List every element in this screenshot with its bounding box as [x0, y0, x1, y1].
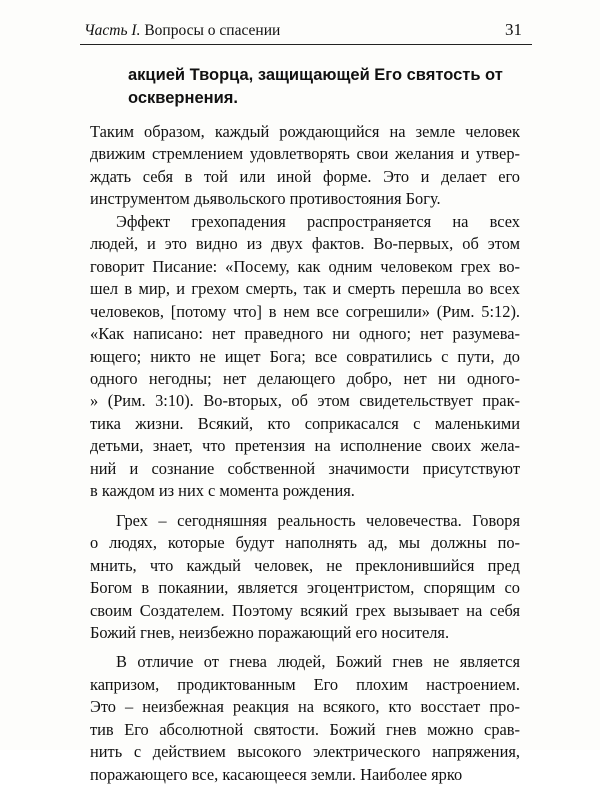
text-line: тив Его абсолютной святости. Божий гнев можно срав-	[90, 719, 520, 739]
text-line: нить с действием высокого электрического напряжения,	[90, 742, 520, 762]
text-line: Таким образом, каждый рождающийся на земле человек	[90, 122, 520, 141]
text-line: поражающего все, касающееся земли. Наиболее ярко	[90, 764, 463, 784]
header-rule	[80, 44, 532, 45]
section-title: Вопросы о спасении	[144, 22, 281, 39]
text-line: шел в мир, и грехом смерть, так и смерть перешла во всех	[90, 279, 520, 299]
running-header	[84, 20, 528, 44]
text-line: Богом в покаянии, является эгоцентристом, спорящим со	[90, 578, 520, 598]
text-line: своим Создателем. Поэтому всякий грех вызывает на себя	[90, 600, 520, 620]
text-line: о людях, которые будут наполнять ад, мы должны по-	[90, 533, 520, 553]
text-line: мнить, что каждый человек, не преклонившийся пред	[90, 555, 520, 575]
text-line: » (Рим. 3:10). Во-вторых, об этом свидетельствует прак-	[90, 391, 520, 411]
text-line: говорит Писание: «Посему, как одним человеком грех во-	[90, 256, 520, 276]
bold-quote	[128, 64, 518, 110]
text-line: капризом, продиктованным Его плохим настроением.	[90, 674, 520, 694]
text-line: ющего; никто не ищет Бога; все совратились с пути, до	[90, 346, 520, 366]
paragraph	[90, 510, 520, 645]
header-section	[84, 22, 280, 40]
text-line: движим стремлением удовлетворять свои желания и утвер-	[90, 144, 520, 164]
text-line: в каждом из них с момента рождения.	[90, 481, 355, 501]
text-line: Грех – сегодняшняя реальность человечества. Говоря	[116, 510, 520, 530]
paragraph-gap	[90, 644, 520, 651]
paragraph	[90, 121, 520, 211]
page-number: 31	[505, 20, 522, 39]
text-line: В отличие от гнева людей, Божий гнев не является	[116, 652, 520, 672]
quote-line: акцией Творца, защищающей Его святость от	[128, 66, 503, 84]
paragraph	[90, 651, 520, 786]
text-line: детьми, знает, что претензия на исполнение своих жела-	[90, 436, 520, 456]
paragraph-gap	[90, 503, 520, 510]
text-line: тика жизни. Всякий, кто соприкасался с маленькими	[90, 413, 520, 433]
paragraph	[90, 211, 520, 503]
text-line: Божий гнев, неизбежно поражающий его носителя.	[90, 622, 450, 642]
text-line: ний и сознание собственной значимости присутствуют	[90, 458, 520, 478]
text-line: человеков, [потому что] в нем все согрешили» (Рим. 5:12).	[90, 301, 520, 321]
body-text	[90, 121, 520, 786]
text-line: ждать себя в той или иной форме. Это и делает его	[90, 166, 520, 186]
text-line: инструментом дьявольского противостояния Богу.	[90, 189, 441, 209]
text-line: людей, и это видно из двух фактов. Во-первых, об этом	[90, 234, 520, 254]
text-line: «Как написано: нет праведного ни одного; нет разумева-	[90, 324, 520, 344]
part-label: Часть I.	[84, 22, 141, 39]
text-line: Это – неизбежная реакция на всякого, кто восстает про-	[90, 697, 520, 717]
text-line: Эффект грехопадения распространяется на всех	[116, 211, 520, 231]
quote-line: осквернения.	[128, 89, 238, 107]
text-line: одного негодны; нет делающего добро, нет ни одного-	[90, 368, 520, 388]
